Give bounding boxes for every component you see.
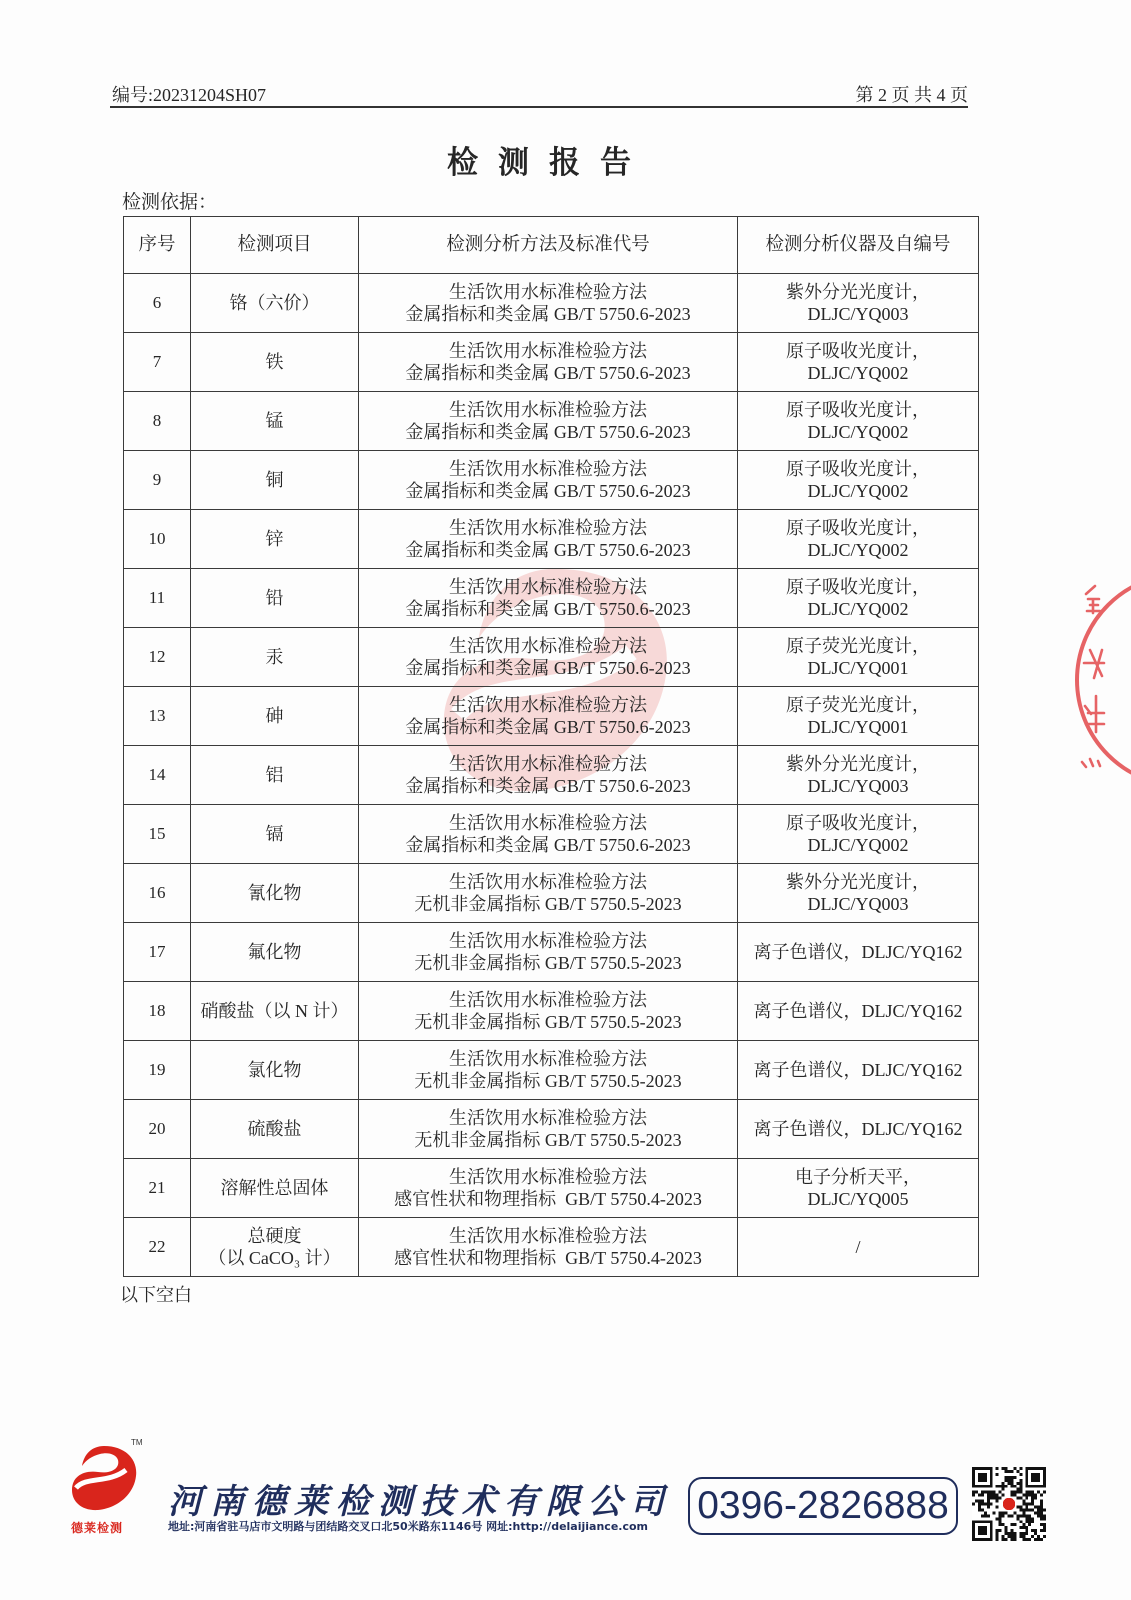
method-line: 感官性状和物理指标 GB/T 5750.4-2023 (394, 1189, 702, 1209)
serial-number: 9 (152, 470, 162, 489)
test-item-cell (191, 510, 359, 569)
serial-number-cell (124, 392, 191, 451)
test-item-cell (191, 864, 359, 923)
test-item-name: 氰化物 (247, 883, 302, 903)
serial-number-cell (124, 923, 191, 982)
method-line: 金属指标和类金属 GB/T 5750.6-2023 (405, 540, 691, 560)
instrument-line: DLJC/YQ002 (807, 599, 909, 619)
blank-below-note: 以下空白 (120, 1285, 192, 1305)
logo-caption: 德莱检测 (71, 1521, 124, 1535)
table-row (124, 982, 979, 1041)
serial-number-cell (124, 274, 191, 333)
instrument-cell (738, 333, 979, 392)
instrument-cell (738, 864, 979, 923)
table-row (124, 1100, 979, 1159)
instrument-line: 离子色谱仪，DLJC/YQ162 (753, 1001, 963, 1021)
instrument-line: DLJC/YQ003 (807, 304, 909, 324)
table-row (124, 510, 979, 569)
instrument-cell (738, 805, 979, 864)
test-item-cell (191, 1159, 359, 1218)
method-cell (359, 1100, 738, 1159)
test-item-cell (191, 451, 359, 510)
table-row (124, 628, 979, 687)
test-item-name: 硫酸盐 (247, 1119, 302, 1139)
instrument-line: DLJC/YQ002 (807, 422, 909, 442)
test-item-name: 铁 (265, 352, 284, 372)
test-item-name: 氯化物 (247, 1060, 302, 1080)
instrument-cell (738, 923, 979, 982)
table-row (124, 451, 979, 510)
table-row (124, 1041, 979, 1100)
instrument-cell (738, 274, 979, 333)
method-line: 生活饮用水标准检验方法 (449, 400, 647, 420)
instrument-line: DLJC/YQ002 (807, 835, 909, 855)
column-header-method: 检测分析方法及标准代号 (359, 217, 738, 274)
instrument-line: 电子分析天平， (795, 1167, 921, 1187)
test-item-cell (191, 923, 359, 982)
test-basis-label: 检测依据： (122, 192, 218, 213)
instrument-cell (738, 1041, 979, 1100)
phone-box (688, 1477, 958, 1535)
instrument-line: 原子吸收光度计， (786, 341, 930, 361)
test-basis-table (123, 216, 979, 1277)
table-row (124, 805, 979, 864)
serial-number: 17 (148, 942, 166, 961)
instrument-line: 紫外分光光度计， (786, 282, 930, 302)
method-cell (359, 451, 738, 510)
qr-center-logo-icon (1003, 1498, 1015, 1510)
table-row (124, 1218, 979, 1277)
serial-number: 12 (148, 647, 166, 666)
method-line: 金属指标和类金属 GB/T 5750.6-2023 (405, 304, 691, 324)
method-line: 无机非金属指标 GB/T 5750.5-2023 (414, 1071, 682, 1091)
test-item-cell (191, 1041, 359, 1100)
instrument-line: DLJC/YQ003 (807, 776, 909, 796)
test-item-cell (191, 982, 359, 1041)
company-name: 河南德莱检测技术有限公司 (168, 1482, 672, 1522)
serial-number: 8 (152, 411, 162, 430)
method-cell (359, 392, 738, 451)
test-item-name: 溶解性总固体 (220, 1178, 329, 1198)
page-indicator: 第 2 页 共 4 页 (855, 85, 968, 105)
instrument-cell (738, 982, 979, 1041)
method-cell (359, 746, 738, 805)
serial-number: 18 (148, 1001, 166, 1020)
instrument-cell (738, 746, 979, 805)
instrument-line: DLJC/YQ005 (807, 1189, 909, 1209)
serial-number: 10 (148, 529, 166, 548)
qr-code-icon (972, 1467, 1046, 1541)
method-cell (359, 923, 738, 982)
test-item-name: 氟化物 (247, 942, 302, 962)
serial-number-cell (124, 1041, 191, 1100)
column-header-instrument: 检测分析仪器及自编号 (738, 217, 979, 274)
table-row (124, 923, 979, 982)
method-line: 生活饮用水标准检验方法 (449, 1108, 647, 1128)
method-line: 生活饮用水标准检验方法 (449, 813, 647, 833)
serial-number-cell (124, 982, 191, 1041)
test-item-name: （以 CaCO₃ 计） (208, 1248, 341, 1268)
method-line: 感官性状和物理指标 GB/T 5750.4-2023 (394, 1248, 702, 1268)
method-line: 无机非金属指标 GB/T 5750.5-2023 (414, 1012, 682, 1032)
instrument-line: 离子色谱仪，DLJC/YQ162 (753, 942, 963, 962)
test-item-cell (191, 746, 359, 805)
trademark-mark: TM (131, 1438, 143, 1447)
instrument-cell (738, 1100, 979, 1159)
test-item-name: 锌 (265, 529, 284, 549)
test-item-name: 铅 (265, 588, 284, 608)
test-item-name: 总硬度 (247, 1226, 302, 1246)
instrument-cell (738, 510, 979, 569)
method-cell (359, 569, 738, 628)
method-line: 金属指标和类金属 GB/T 5750.6-2023 (405, 422, 691, 442)
serial-number: 6 (152, 293, 162, 312)
method-line: 生活饮用水标准检验方法 (449, 518, 647, 538)
table-row (124, 1159, 979, 1218)
serial-number-cell (124, 628, 191, 687)
method-line: 生活饮用水标准检验方法 (449, 990, 647, 1010)
method-line: 生活饮用水标准检验方法 (449, 577, 647, 597)
method-cell (359, 333, 738, 392)
test-item-name: 铜 (265, 470, 284, 490)
test-item-cell (191, 569, 359, 628)
serial-number-cell (124, 451, 191, 510)
method-line: 生活饮用水标准检验方法 (449, 1049, 647, 1069)
serial-number: 19 (148, 1060, 166, 1079)
test-item-name: 硝酸盐（以 N 计） (200, 1001, 349, 1021)
instrument-line: DLJC/YQ001 (807, 717, 909, 737)
instrument-cell (738, 392, 979, 451)
serial-number-cell (124, 510, 191, 569)
method-line: 无机非金属指标 GB/T 5750.5-2023 (414, 953, 682, 973)
method-line: 金属指标和类金属 GB/T 5750.6-2023 (405, 717, 691, 737)
instrument-line: 原子荧光光度计， (786, 636, 930, 656)
method-line: 无机非金属指标 GB/T 5750.5-2023 (414, 894, 682, 914)
serial-number: 22 (148, 1237, 166, 1256)
method-line: 金属指标和类金属 GB/T 5750.6-2023 (405, 835, 691, 855)
table-header-row (124, 217, 979, 274)
table-row (124, 687, 979, 746)
method-line: 金属指标和类金属 GB/T 5750.6-2023 (405, 599, 691, 619)
serial-number: 7 (152, 352, 162, 371)
report-number: 编号:20231204SH07 (112, 85, 267, 105)
test-item-name: 镉 (265, 824, 284, 844)
serial-number-cell (124, 805, 191, 864)
seal-stamp (1068, 566, 1131, 794)
method-cell (359, 982, 738, 1041)
serial-number: 13 (148, 706, 166, 725)
method-line: 生活饮用水标准检验方法 (449, 754, 647, 774)
serial-number: 21 (148, 1178, 166, 1197)
test-item-cell (191, 687, 359, 746)
table-row (124, 864, 979, 923)
serial-number-cell (124, 687, 191, 746)
instrument-line: 原子吸收光度计， (786, 459, 930, 479)
instrument-cell (738, 569, 979, 628)
method-cell (359, 274, 738, 333)
method-line: 生活饮用水标准检验方法 (449, 636, 647, 656)
method-line: 生活饮用水标准检验方法 (449, 1167, 647, 1187)
table-row (124, 392, 979, 451)
method-cell (359, 1041, 738, 1100)
method-line: 生活饮用水标准检验方法 (449, 1226, 647, 1246)
instrument-cell (738, 1218, 979, 1277)
instrument-line: DLJC/YQ002 (807, 540, 909, 560)
instrument-line: DLJC/YQ003 (807, 894, 909, 914)
test-item-cell (191, 1218, 359, 1277)
test-item-name: 锰 (265, 411, 284, 431)
instrument-line: 离子色谱仪，DLJC/YQ162 (753, 1119, 963, 1139)
method-line: 生活饮用水标准检验方法 (449, 282, 647, 302)
method-cell (359, 805, 738, 864)
method-line: 生活饮用水标准检验方法 (449, 872, 647, 892)
test-item-name: 汞 (265, 647, 284, 667)
test-item-cell (191, 274, 359, 333)
test-item-cell (191, 1100, 359, 1159)
instrument-line: 紫外分光光度计， (786, 872, 930, 892)
instrument-line: DLJC/YQ002 (807, 481, 909, 501)
table-body (124, 274, 979, 1277)
instrument-line: 紫外分光光度计， (786, 754, 930, 774)
brand-logo-icon (68, 1441, 140, 1515)
method-cell (359, 864, 738, 923)
instrument-line: 原子吸收光度计， (786, 400, 930, 420)
instrument-line: 原子吸收光度计， (786, 577, 930, 597)
test-item-name: 砷 (265, 706, 284, 726)
test-item-cell (191, 392, 359, 451)
table-row (124, 274, 979, 333)
instrument-cell (738, 687, 979, 746)
method-line: 金属指标和类金属 GB/T 5750.6-2023 (405, 658, 691, 678)
instrument-line: 原子吸收光度计， (786, 518, 930, 538)
header-divider (110, 106, 968, 108)
instrument-line: DLJC/YQ002 (807, 363, 909, 383)
serial-number: 16 (148, 883, 166, 902)
serial-number-cell (124, 1159, 191, 1218)
method-line: 金属指标和类金属 GB/T 5750.6-2023 (405, 481, 691, 501)
company-address: 地址:河南省驻马店市文明路与团结路交叉口北50米路东1146号 网址:http://delaijiance.com (168, 1520, 648, 1533)
method-cell (359, 628, 738, 687)
page-title: 检测报告 (447, 145, 651, 180)
method-cell (359, 1159, 738, 1218)
serial-number: 20 (148, 1119, 166, 1138)
instrument-line: 原子荧光光度计， (786, 695, 930, 715)
table-row (124, 569, 979, 628)
instrument-cell (738, 628, 979, 687)
test-item-cell (191, 628, 359, 687)
serial-number: 15 (148, 824, 166, 843)
method-cell (359, 510, 738, 569)
test-item-cell (191, 805, 359, 864)
serial-number-cell (124, 746, 191, 805)
method-cell (359, 1218, 738, 1277)
instrument-line: 原子吸收光度计， (786, 813, 930, 833)
method-line: 生活饮用水标准检验方法 (449, 341, 647, 361)
instrument-line: DLJC/YQ001 (807, 658, 909, 678)
serial-number-cell (124, 864, 191, 923)
method-line: 生活饮用水标准检验方法 (449, 459, 647, 479)
serial-number-cell (124, 569, 191, 628)
method-line: 金属指标和类金属 GB/T 5750.6-2023 (405, 776, 691, 796)
method-line: 金属指标和类金属 GB/T 5750.6-2023 (405, 363, 691, 383)
method-cell (359, 687, 738, 746)
serial-number-cell (124, 1100, 191, 1159)
test-item-name: 铝 (265, 765, 284, 785)
column-header-serial: 序号 (124, 217, 191, 274)
serial-number-cell (124, 1218, 191, 1277)
instrument-line: / (855, 1237, 861, 1257)
method-line: 生活饮用水标准检验方法 (449, 931, 647, 951)
method-line: 无机非金属指标 GB/T 5750.5-2023 (414, 1130, 682, 1150)
method-line: 生活饮用水标准检验方法 (449, 695, 647, 715)
instrument-cell (738, 451, 979, 510)
test-item-name: 铬（六价） (229, 293, 320, 313)
test-item-cell (191, 333, 359, 392)
serial-number: 11 (148, 588, 166, 607)
instrument-line: 离子色谱仪，DLJC/YQ162 (753, 1060, 963, 1080)
serial-number-cell (124, 333, 191, 392)
phone-number: 0396-2826888 (697, 1484, 949, 1527)
table-row (124, 746, 979, 805)
serial-number: 14 (148, 765, 166, 784)
instrument-cell (738, 1159, 979, 1218)
table-row (124, 333, 979, 392)
column-header-test-item: 检测项目 (191, 217, 359, 274)
